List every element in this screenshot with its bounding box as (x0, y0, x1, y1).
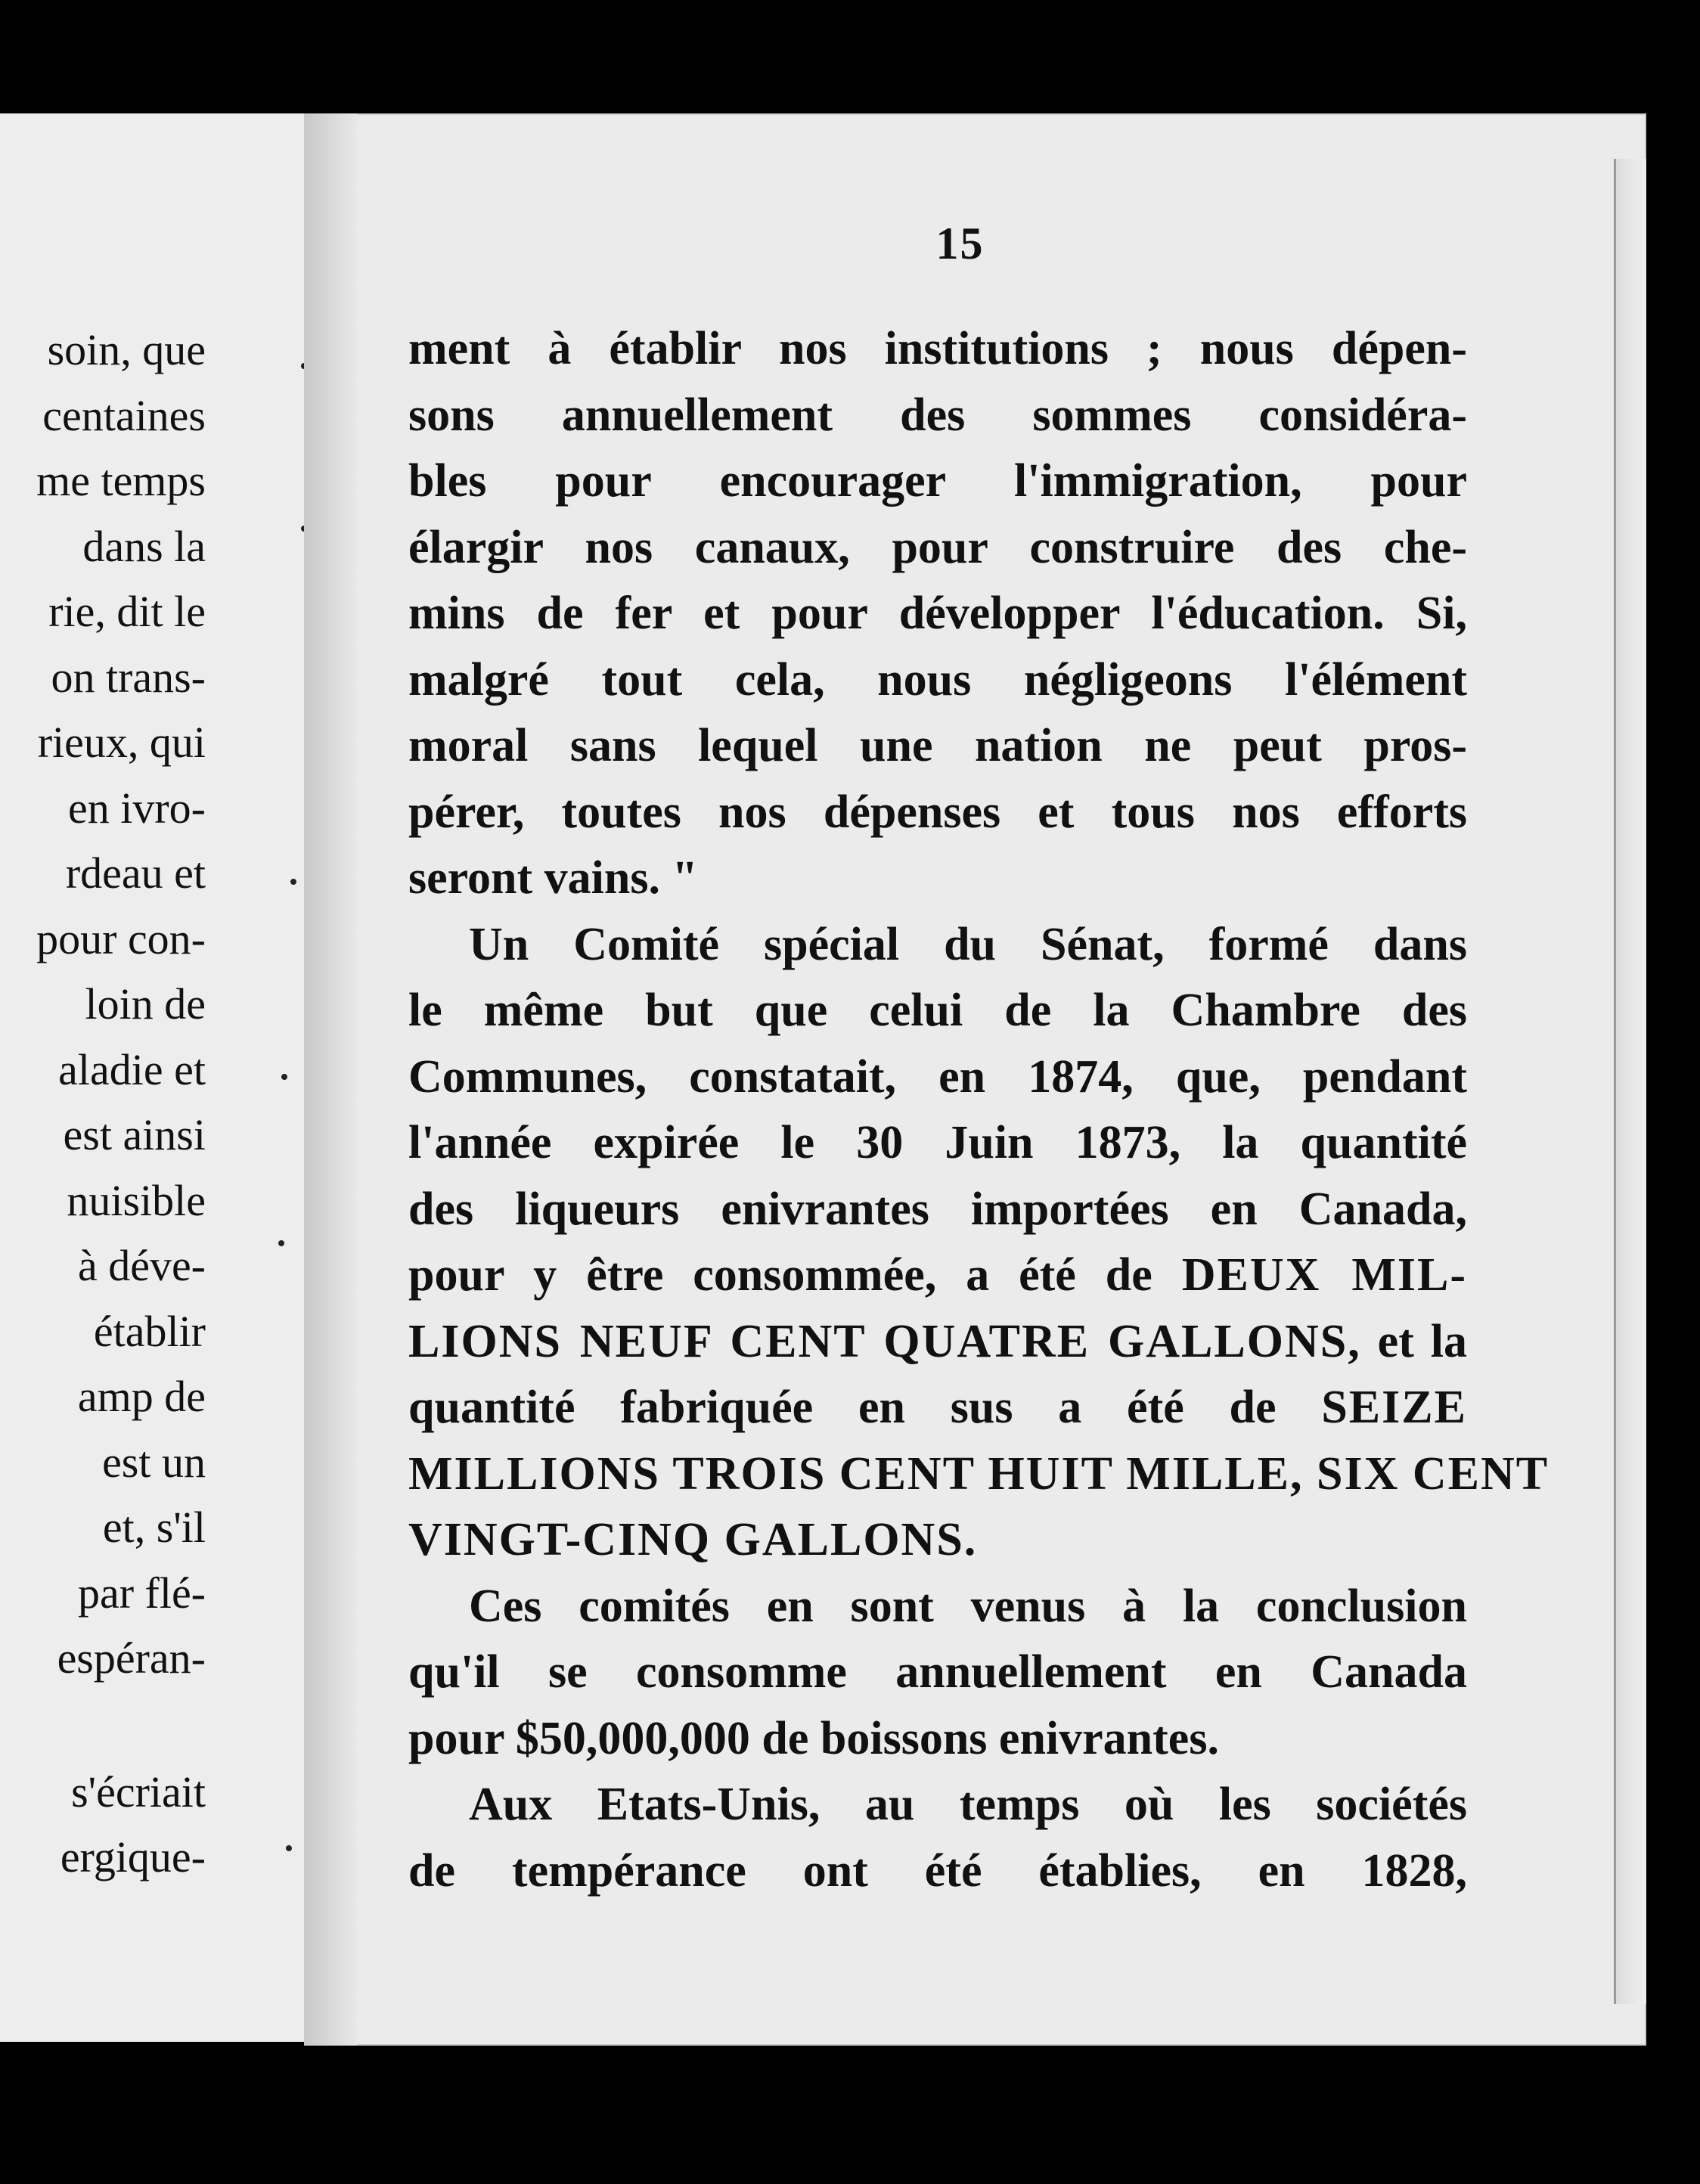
speck (290, 879, 296, 885)
speck (278, 1240, 284, 1246)
text-line (408, 1309, 1467, 1376)
text-line: pérer, toutes nos dépenses et tous nos efforts (408, 786, 1467, 838)
small-caps-line: VINGT-CINQ GALLONS. (408, 1514, 978, 1565)
left-line: rie, dit le (48, 587, 206, 636)
left-line: on trans- (51, 652, 206, 702)
left-line: centaines (42, 390, 206, 440)
paragraph-3 (408, 1574, 1467, 1773)
left-line: et, s'il (102, 1503, 206, 1552)
left-line: nuisible (67, 1175, 206, 1225)
page-number: 15 (935, 219, 985, 268)
left-line: en ivro- (68, 783, 206, 833)
text-line: élargir nos canaux, pour construire des che- (408, 521, 1467, 573)
paragraph-1 (408, 316, 1467, 912)
text-line: Aux Etats-Unis, au temps où les sociétés (469, 1779, 1467, 1830)
left-line: loin de (85, 979, 206, 1028)
text-fragment: pour y être consommée, a été de (408, 1249, 1152, 1301)
text-line: Ces comités en sont venus à la conclusion (469, 1580, 1467, 1632)
small-caps-text: DEUX MIL- (1181, 1249, 1468, 1301)
text-line (408, 1242, 1467, 1309)
text-line: sons annuellement des sommes considéra- (408, 389, 1467, 441)
text-line: malgré tout cela, nous négligeons l'élément (408, 653, 1467, 706)
small-caps-text: SEIZE (1321, 1382, 1467, 1433)
left-line-gap (36, 1692, 206, 1760)
small-caps-text: LIONS NEUF CENT QUATRE GALLONS, (408, 1315, 1361, 1367)
left-line: rieux, qui (37, 718, 206, 767)
body-text (408, 316, 1550, 1904)
text-line: pour $50,000,000 de boissons enivrantes. (408, 1712, 1219, 1764)
left-line: dans la (82, 521, 206, 571)
small-caps-line: MILLIONS TROIS CENT HUIT MILLE, SIX CENT (408, 1447, 1550, 1500)
speck (281, 1074, 287, 1080)
left-line: soin, que (47, 325, 206, 374)
left-line: à déve- (77, 1241, 206, 1290)
text-line: le même but que celui de la Chambre des (408, 985, 1467, 1036)
left-line: pour con- (36, 914, 206, 963)
left-line: est ainsi (63, 1110, 206, 1159)
text-fragment: et la (1377, 1315, 1468, 1367)
text-line: Communes, constatait, en 1874, que, pendant (408, 1050, 1467, 1103)
paragraph-4 (408, 1772, 1467, 1904)
left-line: amp de (77, 1372, 206, 1421)
text-line: seront vains. " (408, 852, 698, 904)
text-line (408, 1375, 1467, 1441)
left-facing-page (0, 113, 335, 2042)
left-line: est un (102, 1437, 206, 1487)
left-line: ergique- (60, 1832, 206, 1882)
text-line: bles pour encourager l'immigration, pour (408, 455, 1467, 507)
left-line: espéran- (57, 1633, 206, 1683)
left-line: rdeau et (65, 848, 206, 898)
text-line: des liqueurs enivrantes importées en Canada, (408, 1183, 1467, 1235)
text-line: de tempérance ont été établies, en 1828, (408, 1844, 1467, 1897)
left-line: s'écriait (71, 1767, 206, 1816)
text-line: moral sans lequel une nation ne peut pros- (408, 720, 1467, 771)
left-line: aladie et (58, 1044, 206, 1094)
text-fragment: quantité fabriquée en sus a été de (408, 1382, 1277, 1433)
speck (286, 1845, 292, 1851)
left-line: établir (93, 1306, 206, 1356)
text-line: Un Comité spécial du Sénat, formé dans (469, 918, 1467, 970)
text-line: l'année expirée le 30 Juin 1873, la quantité (408, 1117, 1467, 1168)
left-line: par flé- (77, 1568, 206, 1618)
page-edge (1614, 159, 1646, 2004)
text-line: ment à établir nos institutions ; nous dépen- (408, 323, 1467, 374)
text-line: qu'il se consomme annuellement en Canada (408, 1646, 1467, 1698)
left-page-text (36, 318, 206, 1891)
paragraph-2 (408, 912, 1550, 1574)
right-page (304, 113, 1646, 2046)
page-gutter (304, 113, 357, 2046)
left-line: me temps (36, 456, 206, 505)
text-line: mins de fer et pour développer l'éducation. Si, (408, 588, 1467, 639)
